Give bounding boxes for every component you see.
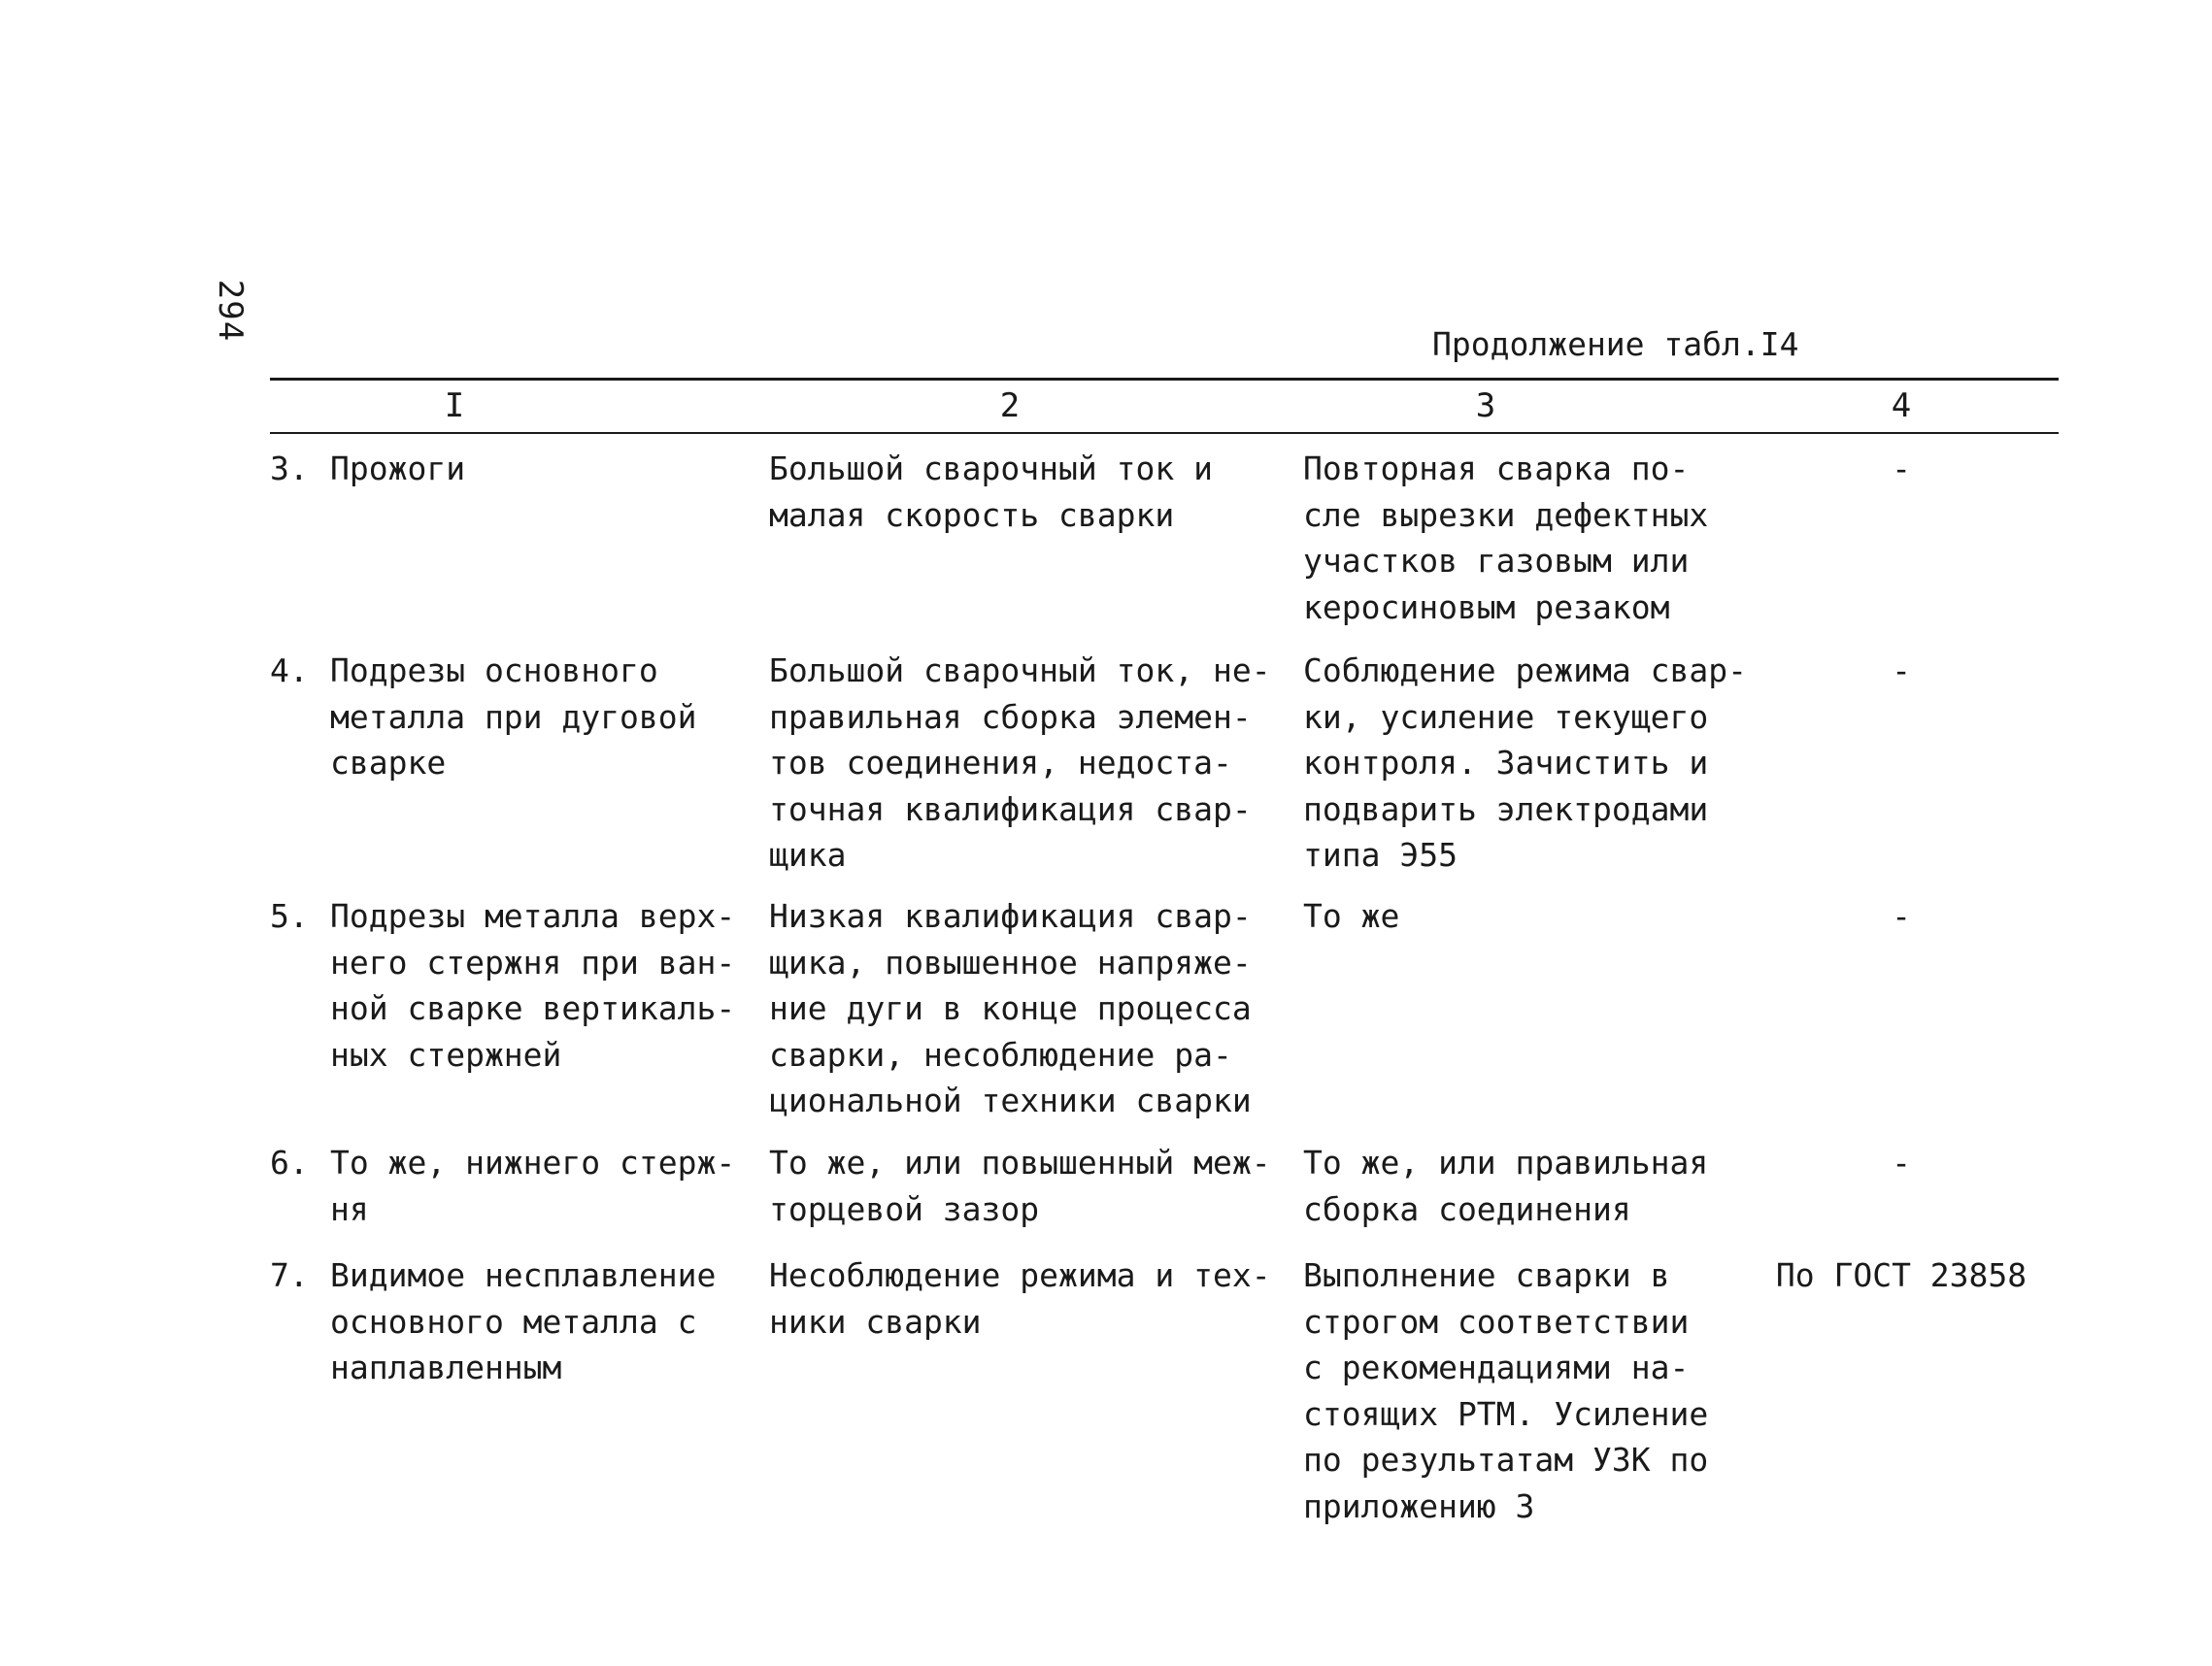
table-caption: Продолжение табл.I4 bbox=[1432, 325, 1799, 363]
column-header-2: 2 bbox=[999, 386, 1021, 425]
row-number: 5. bbox=[270, 897, 309, 935]
remedy-cell: Повторная сварка по- сле вырезки дефектных участков газовым или керосиновым резаком bbox=[1303, 450, 1709, 626]
remedy-cell: То же bbox=[1303, 897, 1400, 935]
row-number: 4. bbox=[270, 651, 309, 689]
reference-cell: - bbox=[1892, 651, 1911, 689]
cause-cell: Низкая квалификация свар- щика, повышенное напряже- ние дуги в конце процесса сварки, несоблюдение ра- циональной техники сварки bbox=[769, 897, 1252, 1119]
column-header-4: 4 bbox=[1891, 386, 1912, 425]
cause-cell: Большой сварочный ток и малая скорость сварки bbox=[769, 450, 1213, 534]
table-header-rule bbox=[270, 432, 2059, 434]
row-number: 3. bbox=[270, 450, 309, 487]
table-top-rule bbox=[270, 378, 2059, 381]
reference-cell: - bbox=[1892, 450, 1911, 487]
cause-cell: Большой сварочный ток, не- правильная сборка элемен- тов соединения, недоста- точная квалификация свар- щика bbox=[769, 651, 1271, 874]
column-header-3: 3 bbox=[1475, 386, 1496, 425]
row-number: 6. bbox=[270, 1144, 309, 1182]
remedy-cell: Соблюдение режима свар- ки, усиление текущего контроля. Зачистить и подварить электродами типа Э55 bbox=[1303, 651, 1747, 874]
cause-cell: То же, или повышенный меж- торцевой зазор bbox=[769, 1144, 1271, 1228]
reference-cell: По ГОСТ 23858 bbox=[1775, 1256, 2028, 1294]
column-header-1: I bbox=[444, 386, 465, 425]
row-number: 7. bbox=[270, 1256, 309, 1294]
cause-cell: Несоблюдение режима и тех- ники сварки bbox=[769, 1256, 1271, 1341]
remedy-cell: То же, или правильная сборка соединения bbox=[1303, 1144, 1709, 1228]
page-number: 294 bbox=[211, 279, 251, 343]
reference-cell: - bbox=[1892, 1144, 1911, 1182]
remedy-cell: Выполнение сварки в строгом соответствии с рекомендациями на- стоящих РТМ. Усиление по результатам УЗК по приложению 3 bbox=[1303, 1256, 1709, 1525]
reference-cell: - bbox=[1892, 897, 1911, 935]
